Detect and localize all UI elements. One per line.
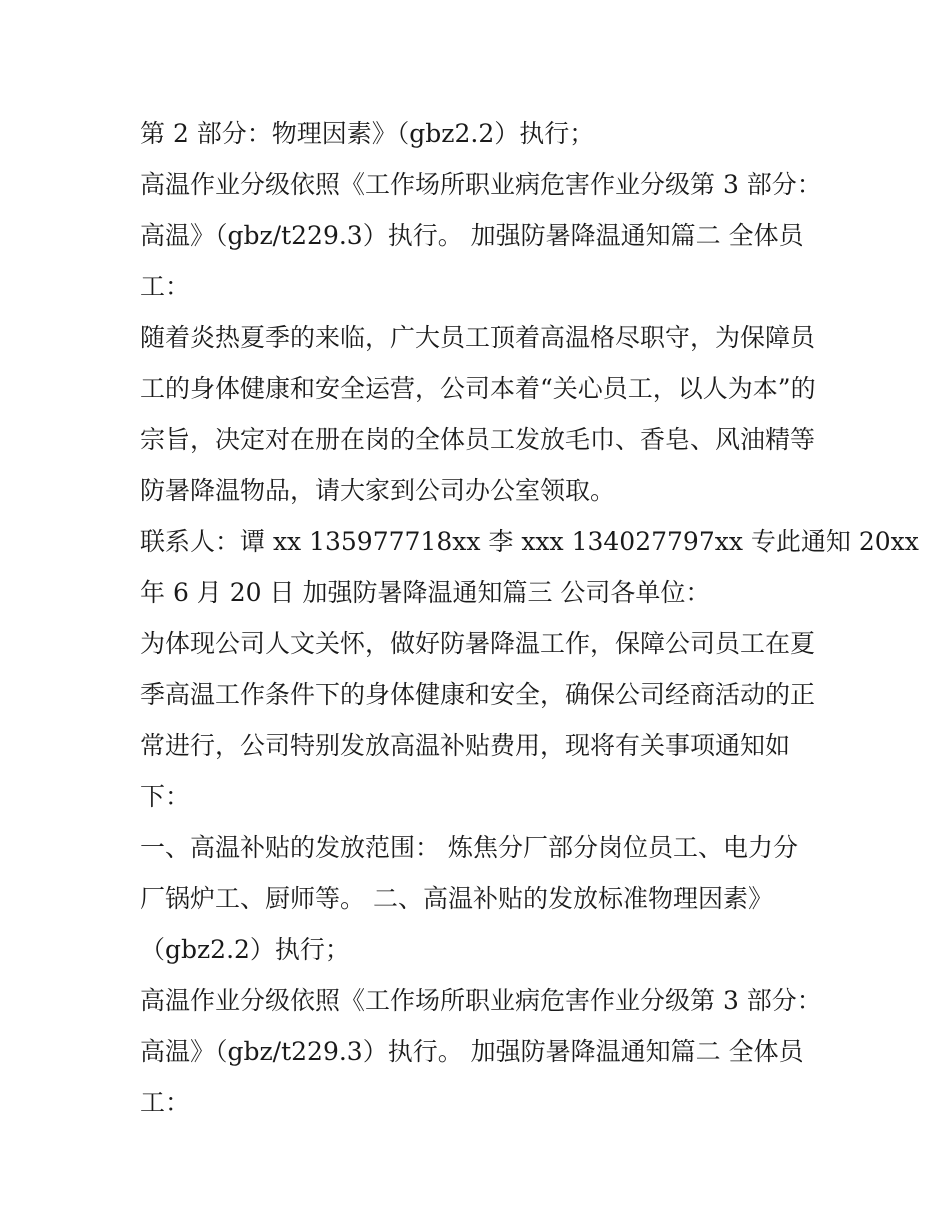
document-body [140, 108, 919, 1128]
text-line: 高温》（gbz/t229.3）执行。 加强防暑降温通知篇二 全体员 [140, 221, 804, 250]
text-line: 高温作业分级依照《工作场所职业病危害作业分级第 3 部分： [140, 986, 822, 1015]
text-line: 工： [140, 272, 191, 301]
text-line: 联系人：谭 xx 135977718xx 李 xxx 134027797xx 专此通知 20xx [140, 527, 919, 556]
text-line: 宗旨，决定对在册在岗的全体员工发放毛巾、香皂、风油精等 [140, 425, 816, 454]
text-line: 工： [140, 1088, 191, 1117]
text-line: 为体现公司人文关怀，做好防暑降温工作，保障公司员工在夏 [140, 629, 816, 658]
text-line: 下： [140, 782, 191, 811]
text-line: 防暑降温物品，请大家到公司办公室领取。 [140, 476, 616, 505]
text-line: 季高温工作条件下的身体健康和安全，确保公司经商活动的正 [140, 680, 816, 709]
text-line: 高温》（gbz/t229.3）执行。 加强防暑降温通知篇二 全体员 [140, 1037, 804, 1066]
text-line: 常进行，公司特别发放高温补贴费用，现将有关事项通知如 [140, 731, 791, 760]
text-line: 高温作业分级依照《工作场所职业病危害作业分级第 3 部分： [140, 170, 822, 199]
text-line: 随着炎热夏季的来临，广大员工顶着高温格尽职守，为保障员 [140, 323, 816, 352]
text-line: （gbz2.2）执行； [140, 935, 350, 964]
text-line: 工的身体健康和安全运营，公司本着“关心员工，以人为本”的 [140, 374, 816, 403]
text-line: 年 6 月 20 日 加强防暑降温通知篇三 公司各单位： [140, 578, 711, 607]
text-line: 一、高温补贴的发放范围： 炼焦分厂部分岗位员工、电力分 [140, 833, 798, 862]
text-line: 厂锅炉工、厨师等。 二、高温补贴的发放标准物理因素》 [140, 884, 773, 913]
text-line: 第 2 部分：物理因素》（gbz2.2）执行； [140, 119, 595, 148]
